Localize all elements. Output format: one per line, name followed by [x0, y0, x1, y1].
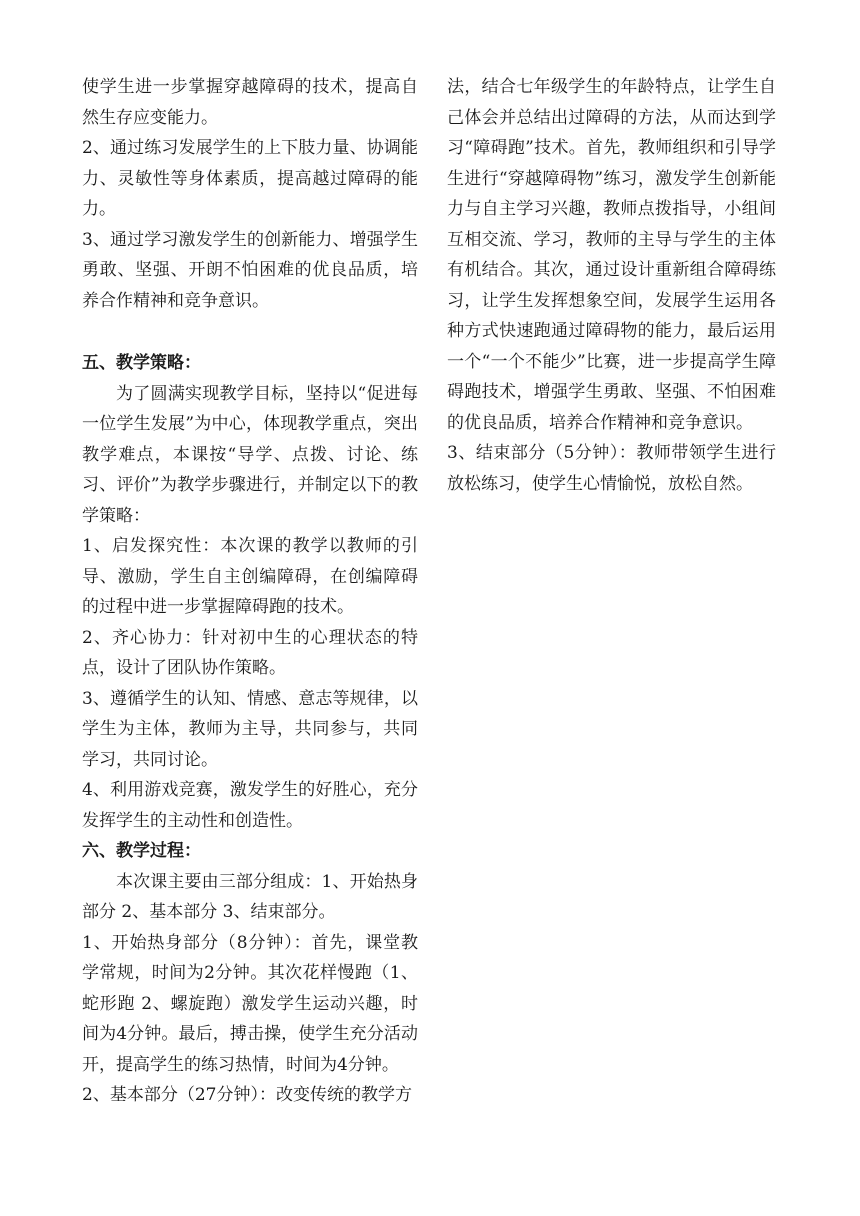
objective-paragraph: 2、通过练习发展学生的上下肢力量、协调能力、灵敏性等身体素质，提高越过障碍的能力。 — [82, 138, 418, 219]
objective-paragraph: 3、通过学习激发学生的创新能力、增强学生勇敢、坚强、开朗不怕困难的优良品质，培养合作精神和竞争意识。 — [82, 229, 418, 311]
strategy-item: 4、利用游戏竞赛，激发学生的好胜心，充分发挥学生的主动性和创造性。 — [82, 780, 418, 831]
strategy-item: 3、遵循学生的认知、情感、意志等规律，以学生为主体，教师为主导，共同参与，共同学习，共同讨论。 — [82, 688, 418, 770]
spacer — [82, 316, 418, 348]
section-heading-strategy: 五、教学策略： — [82, 353, 201, 373]
strategy-item: 2、齐心协力：针对初中生的心理状态的特点，设计了团队协作策略。 — [82, 627, 418, 678]
objective-paragraph: 使学生进一步掌握穿越障碍的技术，提高自然生存应变能力。 — [82, 77, 418, 128]
process-item: 2、基本部分（27分钟）：改变传统的教学方 — [82, 1085, 412, 1105]
strategy-item: 1、启发探究性：本次课的教学以教师的引导、激励，学生自主创编障碍，在创编障碍的过程中进一步掌握障碍跑的技术。 — [82, 536, 418, 617]
strategy-intro: 为了圆满实现教学目标，坚持以“促进每一位学生发展”为中心，体现教学重点，突出教学难点，本课按“导学、点拨、讨论、练习、评价”为教学步骤进行，并制定以下的教学策略： — [82, 383, 418, 526]
process-continuation: 法，结合七年级学生的年龄特点，让学生自己体会并总结出过障碍的方法，从而达到学习“障碍跑”技术。首先，教师组织和引导学生进行“穿越障碍物”练习，激发学生创新能力与自主学习兴趣，教师点拨指导，小组间互相交流、学习，教师的主导与学生的主体有机结合。其次，通过设计重新组合障碍练习，让学生发挥想象空间，发展学生运用各种方式快速跑通过障碍物的能力，最后运用一个“一个不能少”比赛，进一步提高学生障碍跑技术，增强学生勇敢、坚强、不怕困难的优良品质，培养合作精神和竞争意识。 — [447, 77, 776, 433]
process-intro: 本次课主要由三部分组成：1、开始热身部分 2、基本部分 3、结束部分。 — [82, 871, 418, 922]
section-heading-process: 六、教学过程： — [82, 841, 201, 861]
right-column — [447, 72, 776, 499]
process-item: 1、开始热身部分（8分钟）：首先，课堂教学常规，时间为2分钟。其次花样慢跑（1、蛇形跑 2、螺旋跑）激发学生运动兴趣，时间为4分钟。最后，搏击操，使学生充分活动开，提高学生的练习热情，时间为4分钟。 — [82, 932, 418, 1075]
process-item: 3、结束部分（5分钟）：教师带领学生进行放松练习，使学生心情愉悦，放松自然。 — [447, 443, 776, 494]
left-column — [82, 72, 418, 1111]
